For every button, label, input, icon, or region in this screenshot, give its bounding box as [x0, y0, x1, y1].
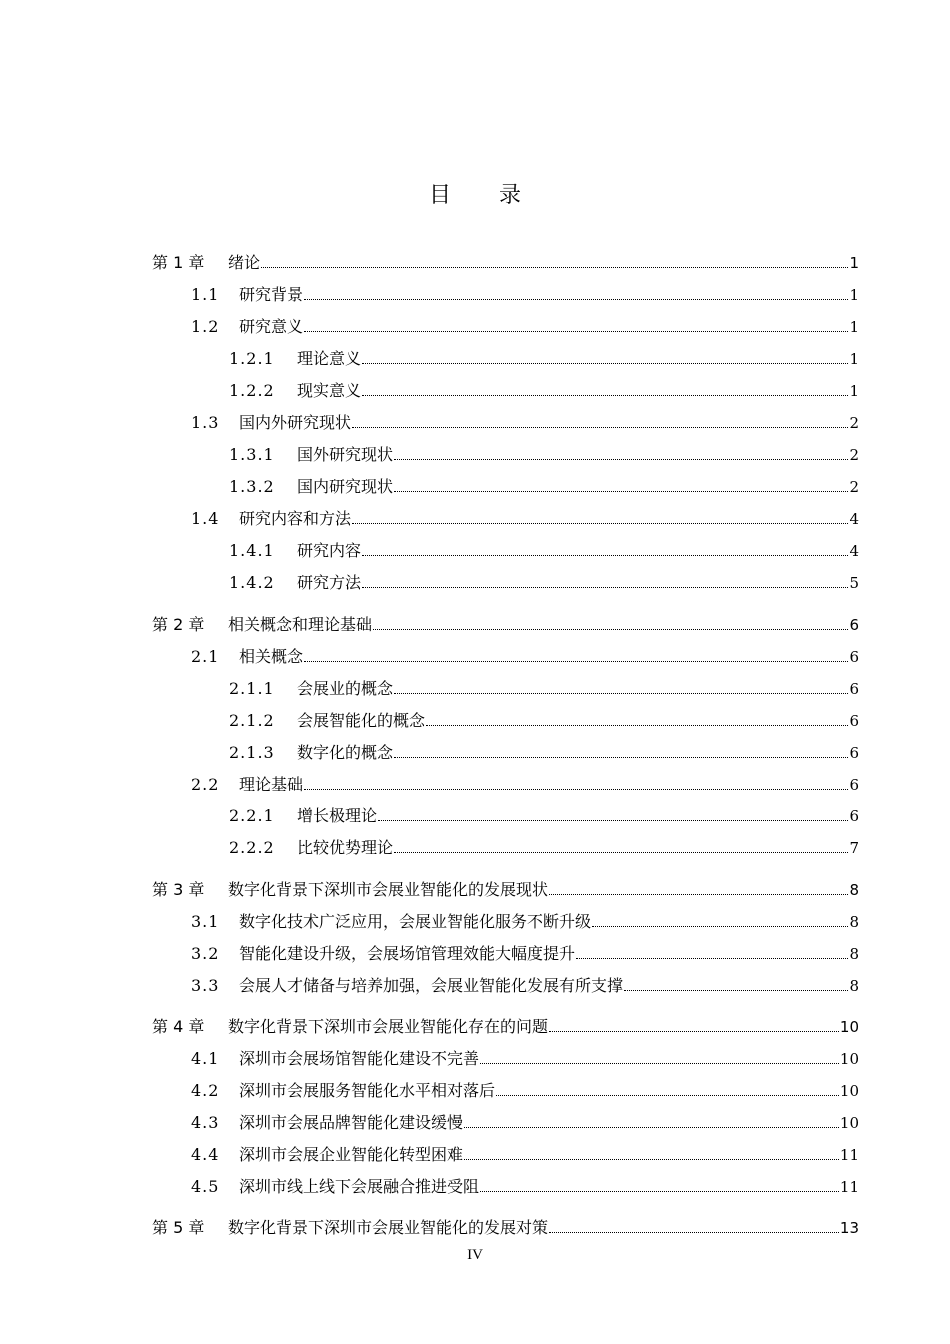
- toc-page-number: 10: [839, 1082, 859, 1100]
- toc-row: [0, 250, 950, 276]
- toc-label: 研究方法: [297, 573, 362, 592]
- toc-row: [0, 708, 950, 734]
- toc-leader-dots: [394, 852, 848, 853]
- toc-page-number: 10: [839, 1018, 859, 1036]
- toc-row: [0, 941, 950, 967]
- toc-row: [0, 803, 950, 829]
- toc-leader-dots: [394, 491, 848, 492]
- toc-page-number: 11: [839, 1146, 859, 1164]
- toc-page-number: 10: [839, 1050, 859, 1068]
- toc-row: [0, 1078, 950, 1104]
- toc-leader-dots: [304, 789, 848, 790]
- toc-number: 1.3: [191, 413, 220, 432]
- toc-number: 1.1: [191, 285, 220, 304]
- toc-number: 2.2.1: [229, 806, 275, 825]
- toc-row: [0, 282, 950, 308]
- toc-number: 1.2.1: [229, 349, 275, 368]
- toc-row: [0, 909, 950, 935]
- toc-entry-sub[interactable]: [229, 676, 859, 699]
- toc-page-number: 8: [849, 945, 859, 963]
- toc-page-number: 6: [849, 744, 859, 762]
- toc-label: 研究背景: [239, 285, 304, 304]
- toc-leader-dots: [304, 331, 848, 332]
- toc-page-number: 2: [849, 414, 859, 432]
- toc-page-number: 11: [839, 1178, 859, 1196]
- toc-number: 4.2: [191, 1081, 220, 1100]
- toc-page-number: 6: [849, 680, 859, 698]
- toc-entry-sub[interactable]: [229, 570, 859, 593]
- toc-number: 2.1: [191, 647, 220, 666]
- toc-label: 绪论: [228, 253, 261, 272]
- toc-label: 研究内容和方法: [239, 509, 352, 528]
- toc-number: 1.3.2: [229, 477, 275, 496]
- toc-page-number: 6: [849, 776, 859, 794]
- toc-entry-sec[interactable]: [191, 644, 859, 667]
- toc-leader-dots: [362, 587, 848, 588]
- toc-label: 深圳市会展品牌智能化建设缓慢: [239, 1113, 464, 1132]
- toc-entry-sub[interactable]: [229, 474, 859, 497]
- toc-leader-dots: [362, 363, 848, 364]
- toc-page-number: 6: [849, 712, 859, 730]
- toc-label: 深圳市线上线下会展融合推进受阻: [239, 1177, 480, 1196]
- toc-row: [0, 346, 950, 372]
- toc-row: [0, 877, 950, 903]
- toc-leader-dots: [426, 725, 848, 726]
- toc-leader-dots: [394, 693, 848, 694]
- toc-number: 4.4: [191, 1145, 220, 1164]
- toc-label: 比较优势理论: [297, 838, 394, 857]
- toc-leader-dots: [261, 267, 848, 268]
- toc-row: [0, 1174, 950, 1200]
- toc-entry-sub[interactable]: [229, 835, 859, 858]
- toc-leader-dots: [362, 555, 848, 556]
- toc-leader-dots: [549, 1232, 839, 1233]
- toc-leader-dots: [362, 395, 848, 396]
- toc-page-number: 8: [849, 977, 859, 995]
- toc-row: [0, 740, 950, 766]
- toc-label: 理论基础: [239, 775, 304, 794]
- toc-entry-sec[interactable]: [191, 314, 859, 337]
- toc-number: 第 4 章: [152, 1017, 205, 1036]
- toc-page-number: 1: [849, 350, 859, 368]
- toc-page-number: 1: [849, 318, 859, 336]
- toc-row: [0, 612, 950, 638]
- toc-number: 第 2 章: [152, 615, 205, 634]
- toc-number: 2.2.2: [229, 838, 275, 857]
- toc-leader-dots: [624, 990, 848, 991]
- toc-label: 会展人才储备与培养加强，会展业智能化发展有所支撑: [239, 976, 624, 995]
- toc-leader-dots: [352, 523, 848, 524]
- toc-number: 1.4.2: [229, 573, 275, 592]
- title-char-2: 录: [499, 183, 522, 208]
- toc-label: 数字化技术广泛应用，会展业智能化服务不断升级: [239, 912, 592, 931]
- toc-entry-sec[interactable]: [191, 1174, 859, 1197]
- toc-leader-dots: [592, 926, 848, 927]
- toc-number: 2.2: [191, 775, 220, 794]
- toc-entry-sub[interactable]: [229, 346, 859, 369]
- toc-row: [0, 973, 950, 999]
- toc-page-number: 8: [849, 913, 859, 931]
- toc-page-number: 2: [849, 478, 859, 496]
- toc-label: 深圳市会展服务智能化水平相对落后: [239, 1081, 496, 1100]
- toc-page-number: 5: [849, 574, 859, 592]
- toc-number: 1.2: [191, 317, 220, 336]
- toc-leader-dots: [352, 427, 848, 428]
- toc-label: 会展智能化的概念: [297, 711, 426, 730]
- toc-entry-sec[interactable]: [191, 1046, 859, 1069]
- toc-leader-dots: [378, 820, 848, 821]
- toc-label: 增长极理论: [297, 806, 378, 825]
- toc-label: 深圳市会展企业智能化转型困难: [239, 1145, 464, 1164]
- toc-number: 第 3 章: [152, 880, 205, 899]
- toc-page-number: 6: [849, 648, 859, 666]
- toc-entry-sec[interactable]: [191, 973, 859, 996]
- toc-number: 第 5 章: [152, 1218, 205, 1237]
- toc-entry-sub[interactable]: [229, 378, 859, 401]
- toc-entry-chap[interactable]: [152, 877, 859, 900]
- toc-page-number: 7: [849, 839, 859, 857]
- toc-leader-dots: [480, 1063, 839, 1064]
- toc-number: 2.1.1: [229, 679, 275, 698]
- toc-label: 研究意义: [239, 317, 304, 336]
- toc-row: [0, 506, 950, 532]
- toc-leader-dots: [394, 459, 848, 460]
- toc-page-number: 4: [849, 542, 859, 560]
- toc-row: [0, 1110, 950, 1136]
- toc-row: [0, 474, 950, 500]
- toc-row: [0, 1215, 950, 1241]
- toc-label: 智能化建设升级，会展场馆管理效能大幅度提升: [239, 944, 576, 963]
- toc-label: 数字化背景下深圳市会展业智能化的发展现状: [228, 880, 549, 899]
- toc-row: [0, 410, 950, 436]
- toc-number: 2.1.2: [229, 711, 275, 730]
- toc-entry-chap[interactable]: [152, 1014, 859, 1037]
- toc-label: 数字化背景下深圳市会展业智能化存在的问题: [228, 1017, 549, 1036]
- toc-entry-chap[interactable]: [152, 1215, 859, 1238]
- toc-label: 国外研究现状: [297, 445, 394, 464]
- toc-label: 相关概念和理论基础: [228, 615, 373, 634]
- toc-row: [0, 1046, 950, 1072]
- toc-entry-sec[interactable]: [191, 506, 859, 529]
- toc-label: 国内外研究现状: [239, 413, 352, 432]
- toc-row: [0, 644, 950, 670]
- toc-number: 第 1 章: [152, 253, 205, 272]
- toc-label: 会展业的概念: [297, 679, 394, 698]
- toc-entry-sec[interactable]: [191, 410, 859, 433]
- toc-row: [0, 772, 950, 798]
- toc-label: 现实意义: [297, 381, 362, 400]
- toc-entry-sec[interactable]: [191, 1078, 859, 1101]
- toc-row: [0, 1014, 950, 1040]
- toc-entry-sec[interactable]: [191, 1142, 859, 1165]
- toc-label: 理论意义: [297, 349, 362, 368]
- toc-entry-sec[interactable]: [191, 772, 859, 795]
- toc-label: 数字化的概念: [297, 743, 394, 762]
- title-char-1: 目: [428, 183, 451, 208]
- toc-entry-chap[interactable]: [152, 250, 859, 273]
- toc-number: 3.2: [191, 944, 220, 963]
- toc-leader-dots: [480, 1191, 839, 1192]
- toc-page-number: 13: [839, 1219, 859, 1237]
- toc-page-number: 1: [849, 286, 859, 304]
- toc-row: [0, 538, 950, 564]
- toc-leader-dots: [464, 1159, 839, 1160]
- toc-entry-sub[interactable]: [229, 803, 859, 826]
- toc-row: [0, 570, 950, 596]
- toc-leader-dots: [549, 1031, 839, 1032]
- toc-number: 3.1: [191, 912, 220, 931]
- toc-leader-dots: [304, 299, 848, 300]
- toc-number: 2.1.3: [229, 743, 275, 762]
- toc-entry-sub[interactable]: [229, 708, 859, 731]
- page-title: [0, 178, 950, 209]
- toc-row: [0, 442, 950, 468]
- toc-page-number: 10: [839, 1114, 859, 1132]
- toc-leader-dots: [304, 661, 848, 662]
- toc-number: 4.5: [191, 1177, 220, 1196]
- toc-page-number: 1: [849, 254, 859, 272]
- toc-number: 3.3: [191, 976, 220, 995]
- toc-label: 研究内容: [297, 541, 362, 560]
- toc-label: 深圳市会展场馆智能化建设不完善: [239, 1049, 480, 1068]
- toc-entry-sec[interactable]: [191, 909, 859, 932]
- toc-leader-dots: [464, 1127, 839, 1128]
- toc-page-number: 6: [849, 807, 859, 825]
- toc-number: 1.3.1: [229, 445, 275, 464]
- toc-leader-dots: [496, 1095, 839, 1096]
- toc-entry-sec[interactable]: [191, 941, 859, 964]
- toc-page-number: 4: [849, 510, 859, 528]
- toc-number: 1.2.2: [229, 381, 275, 400]
- toc-label: 数字化背景下深圳市会展业智能化的发展对策: [228, 1218, 549, 1237]
- toc-page-number: 2: [849, 446, 859, 464]
- toc-number: 1.4: [191, 509, 220, 528]
- toc-leader-dots: [373, 629, 848, 630]
- page-number-footer: IV: [467, 1247, 483, 1263]
- toc-page-number: 8: [849, 881, 859, 899]
- toc-leader-dots: [549, 894, 848, 895]
- toc-leader-dots: [394, 757, 848, 758]
- toc-entry-sub[interactable]: [229, 538, 859, 561]
- toc-number: 1.4.1: [229, 541, 275, 560]
- toc-label: 相关概念: [239, 647, 304, 666]
- toc-page-number: 1: [849, 382, 859, 400]
- toc-number: 4.1: [191, 1049, 220, 1068]
- toc-label: 国内研究现状: [297, 477, 394, 496]
- toc-entry-chap[interactable]: [152, 612, 859, 635]
- toc-row: [0, 835, 950, 861]
- toc-row: [0, 378, 950, 404]
- toc-entry-sub[interactable]: [229, 442, 859, 465]
- toc-entry-sec[interactable]: [191, 1110, 859, 1133]
- toc-entry-sec[interactable]: [191, 282, 859, 305]
- toc-row: [0, 1142, 950, 1168]
- toc-number: 4.3: [191, 1113, 220, 1132]
- toc-page-number: 6: [849, 616, 859, 634]
- toc-row: [0, 314, 950, 340]
- toc-row: [0, 676, 950, 702]
- toc-entry-sub[interactable]: [229, 740, 859, 763]
- toc-leader-dots: [576, 958, 848, 959]
